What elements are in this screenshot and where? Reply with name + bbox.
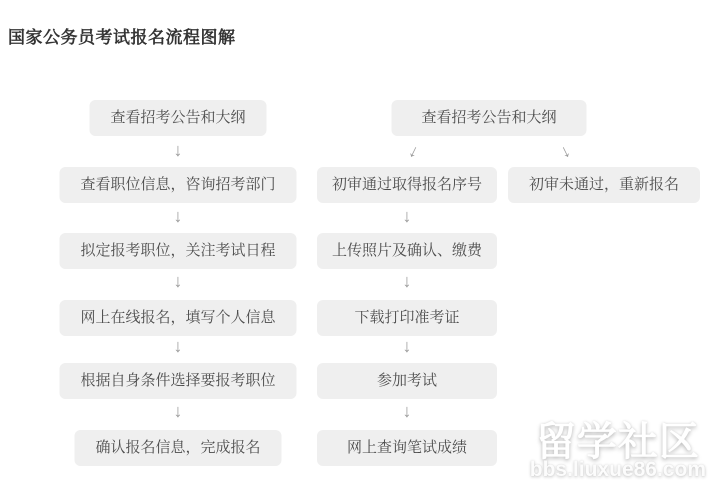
step-check-results: 网上查询笔试成绩 [317, 430, 497, 466]
step-view-position-info: 查看职位信息，咨询招考部门 [59, 167, 296, 203]
down-arrow-icon: ↓ [402, 206, 412, 226]
step-download-ticket: 下载打印准考证 [317, 300, 497, 336]
step-preliminary-passed: 初审通过取得报名序号 [317, 167, 497, 203]
step-take-exam: 参加考试 [317, 363, 497, 399]
step-confirm-registration: 确认报名信息，完成报名 [74, 430, 281, 466]
watermark-logo-text: 留学社区 [535, 420, 700, 464]
step-online-register: 网上在线报名，填写个人信息 [59, 300, 296, 336]
step-choose-position: 根据自身条件选择要报考职位 [59, 363, 296, 399]
watermark [530, 410, 706, 482]
branch-arrow-fail-icon: ↓ [556, 140, 574, 162]
down-arrow-icon: ↓ [402, 271, 412, 291]
down-arrow-icon: ↓ [402, 401, 412, 421]
branch-arrow-pass-icon: ↓ [405, 140, 423, 162]
down-arrow-icon: ↓ [173, 206, 183, 226]
step-upload-photo-pay: 上传照片及确认、缴费 [317, 233, 497, 269]
step-preliminary-failed: 初审未通过，重新报名 [508, 167, 700, 203]
down-arrow-icon: ↓ [173, 401, 183, 421]
down-arrow-icon: ↓ [173, 140, 183, 160]
watermark-url-text: bbs.liuxue86.com [529, 458, 706, 481]
down-arrow-icon: ↓ [402, 336, 412, 356]
page-title: 国家公务员考试报名流程图解 [8, 28, 236, 48]
down-arrow-icon: ↓ [173, 336, 183, 356]
step-plan-position: 拟定报考职位，关注考试日程 [59, 233, 296, 269]
step-view-announcement-2: 查看招考公告和大纲 [392, 100, 587, 136]
step-view-announcement: 查看招考公告和大纲 [89, 100, 266, 136]
down-arrow-icon: ↓ [173, 271, 183, 291]
